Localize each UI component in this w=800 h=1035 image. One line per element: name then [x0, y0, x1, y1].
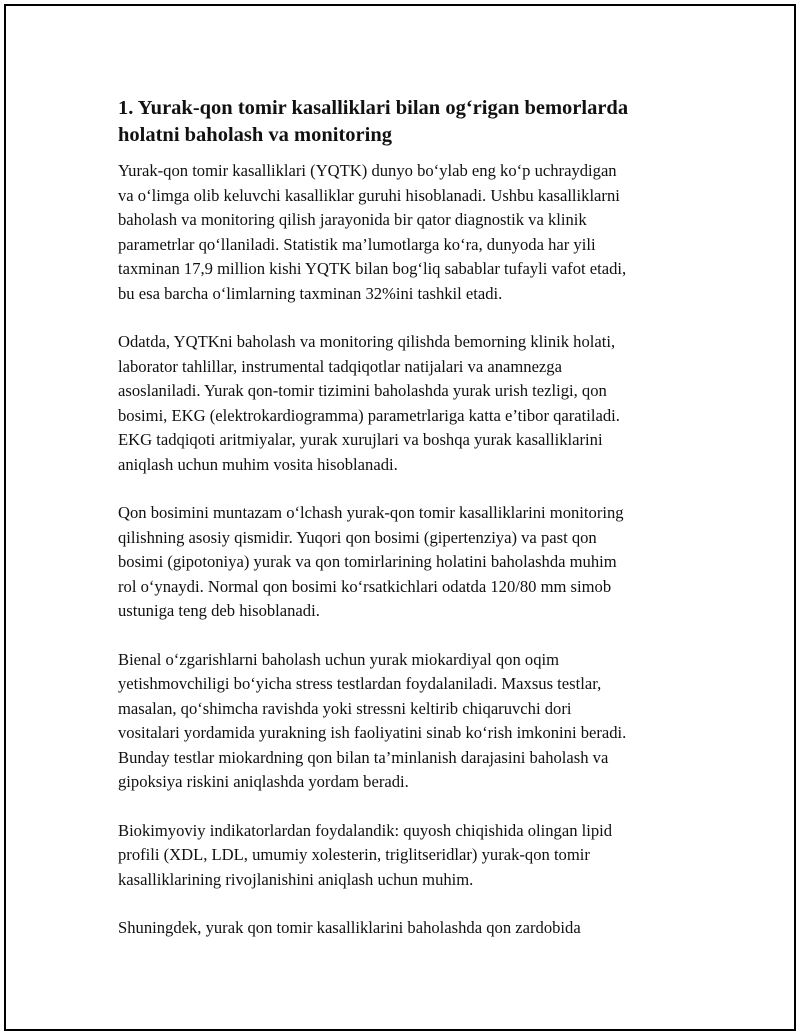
- section-heading: 1. Yurak-qon tomir kasalliklari bilan og‘rigan bemorlarda holatni baholash va monitoring: [118, 97, 629, 146]
- paragraph-stress-tests: Bienal o‘zgarishlarni baholash uchun yurak miokardiyal qon oqim yetishmovchiligi bo‘yicha stress testlardan foydalaniladi. Maxsus testlar, masalan, qo‘shimcha ravishda yoki stressni keltirib chiqaruvchi dori vositalari yordamida yurakning ish faoliyatini sinab ko‘rish imkonini beradi. Bunday testlar miokardning qon bilan ta’minlanish darajasini baholash va gipoksiya riskini aniqlashda yordam beradi.: [118, 649, 627, 791]
- paragraph-assessment: Odatda, YQTKni baholash va monitoring qilishda bemorning klinik holati, laborator tahlillar, instrumental tadqiqotlar natijalari va anamnezga asoslaniladi. Yurak qon-tomir tizimini baholashda yurak urish tezligi, qon bosimi, EKG (elektrokardiogramma) parametrlariga katta e’tibor qaratiladi. EKG tadqiqoti aritmiyalar, yurak xurujlari va boshqa yurak kasalliklarini aniqlash uchun muhim vosita hisoblanadi.: [118, 332, 620, 474]
- paragraph-blood-pressure: Qon bosimini muntazam o‘lchash yurak-qon tomir kasalliklarini monitoring qilishning asosiy qismidir. Yuqori qon bosimi (gipertenziya) va past qon bosimi (gipotoniya) yurak va qon tomirlarining holatini baholashda muhim rol o‘ynaydi. Normal qon bosimi ko‘rsatkichlari odatda 120/80 mm simob ustuniga teng deb hisoblanadi.: [118, 503, 624, 620]
- paragraph-biochemical: Biokimyoviy indikatorlardan foydalandik: quyosh chiqishida olingan lipid profili (XDL, LDL, umumiy xolesterin, triglitseridlar) yurak-qon tomir kasalliklarining rivojlanishini aniqlash uchun muhim.: [118, 820, 613, 889]
- document-body: [118, 95, 693, 965]
- paragraph-continuation: Shuningdek, yurak qon tomir kasalliklarini baholashda qon zardobida: [118, 918, 581, 937]
- paragraph-intro: Yurak-qon tomir kasalliklari (YQTK) dunyo bo‘ylab eng ko‘p uchraydigan va o‘limga olib keluvchi kasalliklar guruhi hisoblanadi. Ushbu kasalliklarni baholash va monitoring qilish jarayonida bir qator diagnostik va klinik parametrlar qo‘llaniladi. Statistik ma’lumotlarga ko‘ra, dunyoda har yili taxminan 17,9 million kishi YQTK bilan bog‘liq sabablar tufayli vafot etadi, bu esa barcha o‘limlarning taxminan 32%ini tashkil etadi.: [118, 161, 627, 303]
